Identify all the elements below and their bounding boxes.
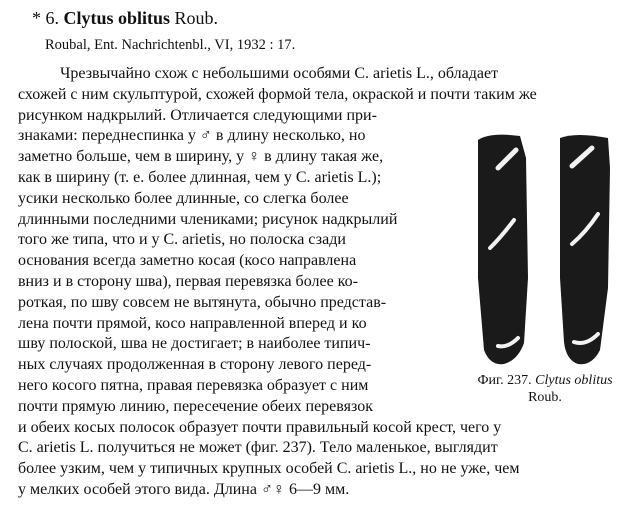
- text-line: схожей с ним скульптурой, схожей формой тела, окраской и почти таким же: [18, 86, 537, 103]
- heading-genus: Clytus: [63, 8, 114, 28]
- caption-prefix: Фиг. 237.: [477, 373, 532, 388]
- heading-marker: * 6.: [32, 8, 59, 28]
- text-line: роткая, по шву совсем не вытянута, обычно представ-: [18, 294, 387, 311]
- text-line: того же типа, что и у C. arietis, но полоска сзади: [18, 231, 346, 248]
- text-line: усики несколько более длинные, со слегка более: [18, 190, 349, 207]
- left-elytron: [478, 135, 528, 365]
- caption-species: Clytus oblitus: [535, 373, 613, 388]
- text-line: основания всегда заметно косая (косо направлена: [18, 252, 357, 269]
- citation: Roubal, Ent. Nachrichtenbl., VI, 1932 : 17.: [45, 37, 296, 53]
- right-elytron: [560, 135, 610, 364]
- text-line: лена почти прямой, косо направленной вперед и ко: [18, 315, 367, 332]
- text-line: более узким, чем у типичных крупных особей C. arietis L., но не уже, чем: [18, 460, 520, 477]
- text-line: C. arietis L. получиться не может (фиг. 237). Тело маленькое, выглядит: [18, 439, 498, 456]
- text-line: Чрезвычайно схож с небольшими особями C. arietis L., обладает: [60, 65, 499, 82]
- text-line: заметно больше, чем в ширину, у ♀ в длину такая же,: [18, 148, 384, 165]
- text-line: знаками: переднеспинка у ♂ в длину несколько, но: [18, 127, 366, 144]
- text-line: вниз и в сторону шва), первая перевязка более ко-: [18, 273, 358, 290]
- caption-author: Roub.: [528, 390, 562, 405]
- text-line: ных случаях продолженная в сторону левого перед-: [18, 356, 372, 373]
- heading-species: oblitus: [118, 8, 171, 28]
- text-line: почти прямую линию, пересечение обеих перевязок: [18, 398, 373, 415]
- text-line: длинными последними члениками; рисунок надкрылий: [18, 211, 398, 228]
- text-line: у мелких особей этого вида. Длина ♂♀ 6—9 мм.: [18, 481, 350, 498]
- text-line: шву полоской, шва не достигает; в наиболее типич-: [18, 335, 371, 352]
- figure-caption: [450, 372, 640, 406]
- heading-author: Roub.: [174, 8, 219, 28]
- text-line: как в ширину (т. е. более длинная, чем у C. arietis L.);: [18, 169, 382, 186]
- text-line: и обеих косых полосок образует почти правильный косой крест, чего у: [18, 419, 502, 436]
- text-line: рисунком надкрылий. Отличается следующими при-: [18, 107, 377, 124]
- species-heading: [32, 8, 218, 29]
- text-line: него косого пятна, правая перевязка образует с ним: [18, 377, 369, 394]
- elytra-illustration: [468, 128, 618, 373]
